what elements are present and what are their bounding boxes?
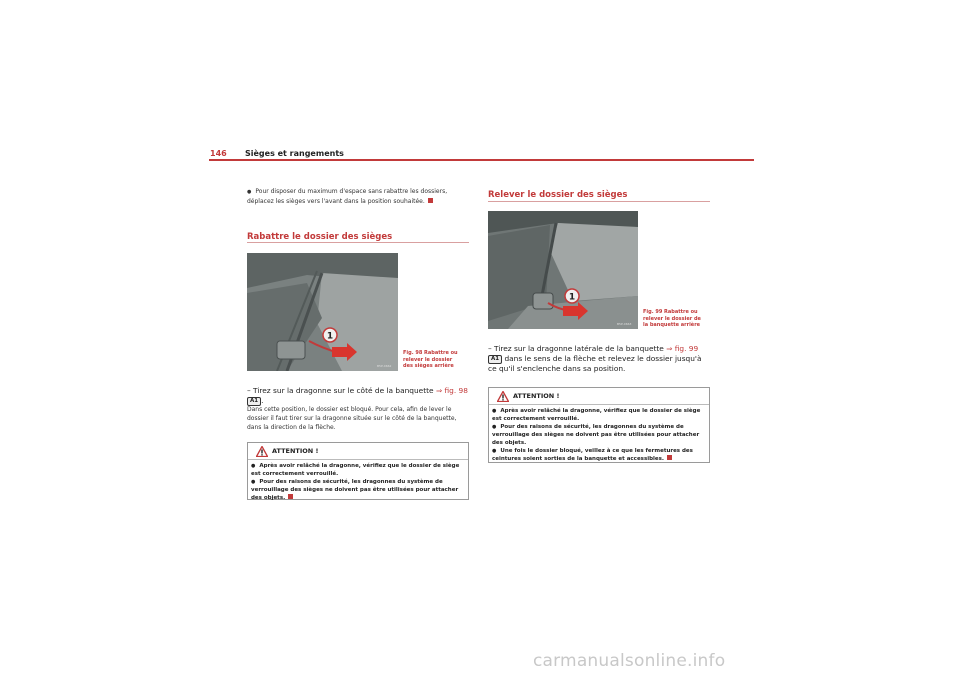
warning-triangle-icon <box>256 446 268 457</box>
warning-triangle-icon <box>497 391 509 402</box>
figure-caption-99: Fig. 99 Rabattre ou relever le dossier de la banquette arrière <box>643 309 701 328</box>
figure-callout: 1 <box>326 331 334 342</box>
instruction-text: – Tirez sur la dragonne latérale de la banquette <box>488 344 664 353</box>
section-title-raise: Relever le dossier des sièges <box>488 190 628 200</box>
instruction-right <box>488 344 710 374</box>
figure-code: B5P-0663 <box>617 322 632 326</box>
end-mark-icon <box>288 494 293 499</box>
warning-header <box>248 443 468 460</box>
chapter-title: Sièges et rangements <box>245 149 344 158</box>
instruction-end: . <box>261 396 264 405</box>
page-number: 146 <box>210 149 227 158</box>
body-paragraph: Dans cette position, le dossier est bloqué. Pour cela, afin de lever le dossier il faut tirer sur la dragonne située sur le côté de la banquette, dans la direction de la flèche. <box>247 406 457 431</box>
figure-caption-98: Fig. 98 Rabattre ou relever le dossier des sièges arrière <box>403 350 458 369</box>
warning-item: ● Pour des raisons de sécurité, les dragonnes du système de verrouillage des sièges ne doivent pas être utilisées pour attacher des objets. <box>492 423 706 447</box>
warning-header <box>489 388 709 405</box>
warning-item: ● Après avoir relâché la dragonne, vérifiez que le dossier de siège est correctement verrouillé. <box>492 407 706 423</box>
warning-title: ATTENTION ! <box>272 447 319 455</box>
callout-badge: A1 <box>488 355 502 364</box>
warning-body <box>492 407 706 463</box>
instruction-text-continued: dans le sens de la flèche et relevez le dossier jusqu'à ce qu'il s'enclenche dans sa position. <box>488 354 702 373</box>
watermark: carmanualsonline.info <box>533 651 726 671</box>
figure-reference-link[interactable]: ⇒ fig. 99 <box>666 344 699 353</box>
seat-illustration <box>488 211 638 329</box>
warning-item: ● Pour des raisons de sécurité, les dragonnes du système de verrouillage des sièges ne doivent pas être utilisées pour attacher des objets. <box>251 478 465 502</box>
callout-badge: A1 <box>247 397 261 406</box>
section-title-fold: Rabattre le dossier des sièges <box>247 232 393 242</box>
warning-box-right <box>488 387 710 463</box>
end-mark-icon <box>428 198 433 203</box>
warning-item: ● Après avoir relâché la dragonne, vérifiez que le dossier de siège est correctement verrouillé. <box>251 462 465 478</box>
warning-box-left <box>247 442 469 500</box>
instruction-left <box>247 386 469 406</box>
figure-code: B5P-0662 <box>377 364 392 368</box>
section-rule <box>247 242 469 243</box>
intro-text: Pour disposer du maximum d'espace sans rabattre les dossiers, déplacez les sièges vers l'avant dans la position souhaitée. <box>247 188 448 205</box>
section-rule <box>488 201 710 202</box>
instruction-text: – Tirez sur la dragonne sur le côté de la banquette <box>247 386 434 395</box>
warning-body <box>251 462 465 502</box>
end-mark-icon <box>667 455 672 460</box>
seat-illustration <box>247 253 398 371</box>
warning-title: ATTENTION ! <box>513 392 560 400</box>
figure-reference-link[interactable]: ⇒ fig. 98 <box>435 386 468 395</box>
intro-paragraph <box>247 187 469 206</box>
warning-item: ● Une fois le dossier bloqué, veillez à ce que les fermetures des ceintures soient sorties de la banquette et accessibles. <box>492 447 706 463</box>
header-rule <box>209 159 754 161</box>
figure-99 <box>488 211 638 329</box>
figure-callout: 1 <box>568 292 576 303</box>
figure-98 <box>247 253 398 371</box>
